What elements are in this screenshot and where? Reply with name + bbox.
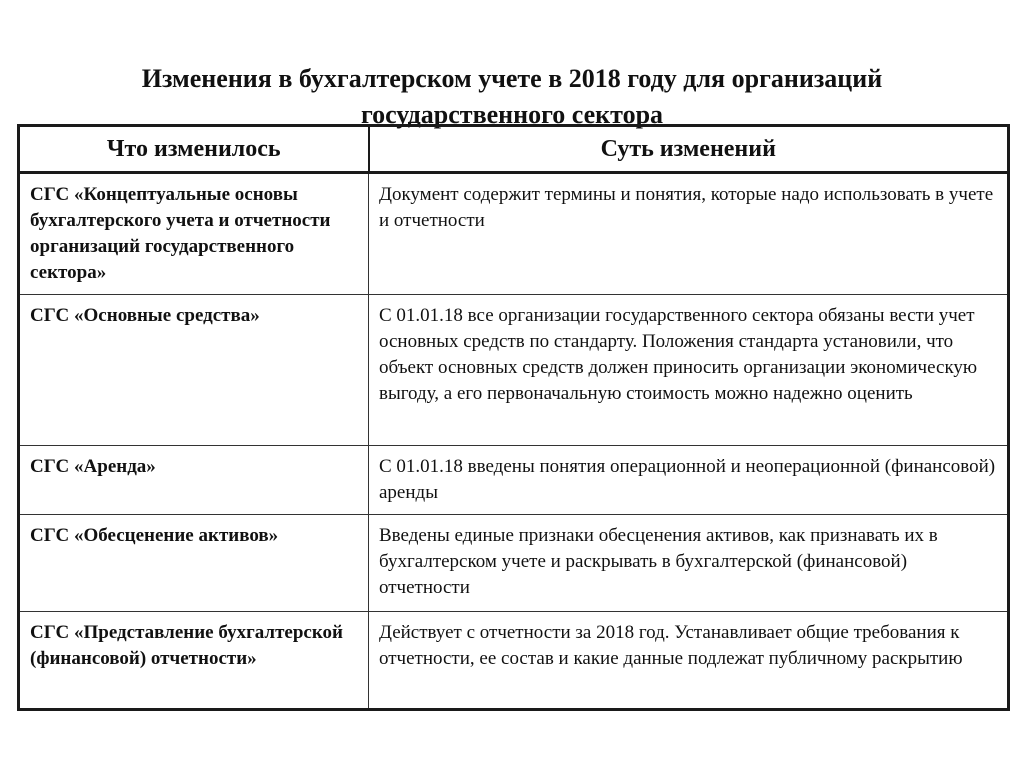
- row-what-changed-cell: СГС «Представление бухгалтерской (финансовой) отчетности»: [19, 612, 369, 710]
- row-essence-cell: С 01.01.18 все организации государственного сектора обязаны вести учет основных средств по стандарту. Положения стандарта установили, что объект основных средств должен приносить организации экономическую выгоду, а его первоначальную стоимость можно надежно оценить: [369, 295, 1009, 446]
- table-row: [19, 612, 1009, 710]
- row-essence-cell: Действует с отчетности за 2018 год. Устанавливает общие требования к отчетности, ее состав и какие данные подлежат публичному раскрытию: [369, 612, 1009, 710]
- table-row: [19, 295, 1009, 446]
- table-row: [19, 446, 1009, 515]
- row-essence-cell: Введены единые признаки обесценения активов, как признавать их в бухгалтерском учете и раскрывать в бухгалтерской (финансовой) отчетности: [369, 515, 1009, 612]
- table-header-row: [19, 126, 1009, 173]
- row-what-changed-cell: СГС «Аренда»: [19, 446, 369, 515]
- changes-table: [17, 124, 1010, 711]
- row-what-changed-cell: СГС «Концептуальные основы бухгалтерского учета и отчетности организаций государственного сектора»: [19, 173, 369, 295]
- row-essence-cell: С 01.01.18 введены понятия операционной и неоперационной (финансовой) аренды: [369, 446, 1009, 515]
- row-essence-cell: Документ содержит термины и понятия, которые надо использовать в учете и отчетности: [369, 173, 1009, 295]
- page-title-line-2: государственного сектора: [360, 100, 664, 130]
- table-row: [19, 515, 1009, 612]
- column-header-essence: Суть изменений: [369, 126, 1009, 173]
- row-what-changed-cell: СГС «Обесценение активов»: [19, 515, 369, 612]
- page-title-line-1: Изменения в бухгалтерском учете в 2018 году для организаций: [141, 64, 883, 94]
- table-row: [19, 173, 1009, 295]
- page-title: [0, 61, 1024, 133]
- column-header-what-changed: Что изменилось: [19, 126, 369, 173]
- row-what-changed-cell: СГС «Основные средства»: [19, 295, 369, 446]
